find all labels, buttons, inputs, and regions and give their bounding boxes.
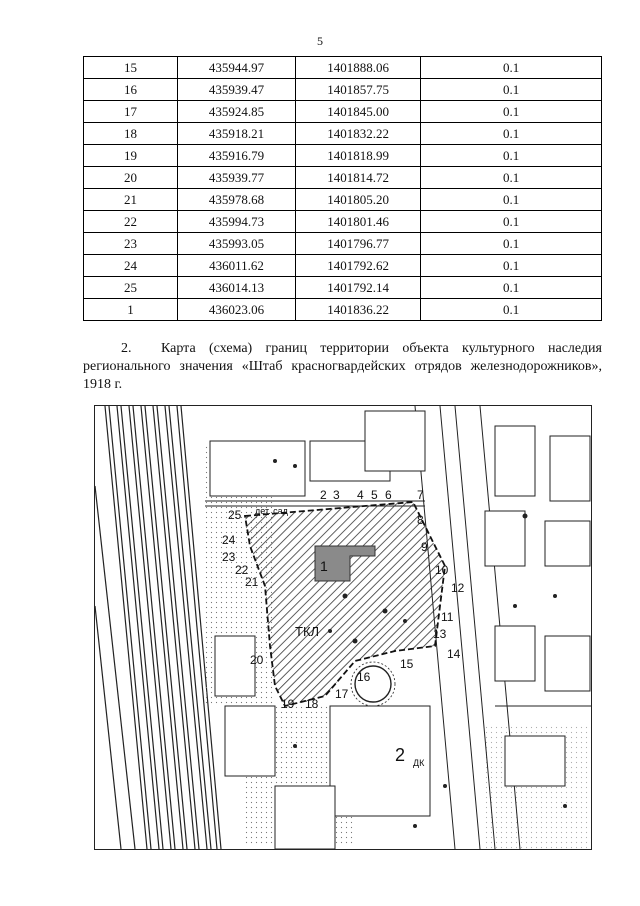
- point-label-9: 9: [421, 540, 428, 554]
- x-coordinate-cell: 435978.68: [177, 189, 295, 211]
- table-row: [84, 277, 602, 299]
- point-label-13: 13: [433, 627, 447, 641]
- x-coordinate-cell: 436011.62: [177, 255, 295, 277]
- point-number-cell: 15: [84, 57, 178, 79]
- table-row: [84, 167, 602, 189]
- table-row: [84, 79, 602, 101]
- point-number-cell: 23: [84, 233, 178, 255]
- y-coordinate-cell: 1401796.77: [296, 233, 421, 255]
- object-label: 1: [320, 558, 328, 574]
- point-label-19: 19: [281, 697, 295, 711]
- point-number-cell: 21: [84, 189, 178, 211]
- point-number-cell: 24: [84, 255, 178, 277]
- point-label-20: 20: [250, 653, 264, 667]
- table-row: [84, 211, 602, 233]
- point-label-10: 10: [435, 563, 449, 577]
- point-label-4: 4: [357, 488, 364, 502]
- building-sublabel: ДК: [413, 758, 425, 768]
- y-coordinate-cell: 1401857.75: [296, 79, 421, 101]
- point-number-cell: 16: [84, 79, 178, 101]
- table-row: [84, 189, 602, 211]
- accuracy-cell: 0.1: [421, 255, 602, 277]
- point-label-21: 21: [245, 575, 259, 589]
- point-label-23: 23: [222, 550, 236, 564]
- point-label-5: 5: [371, 488, 378, 502]
- y-coordinate-cell: 1401888.06: [296, 57, 421, 79]
- accuracy-cell: 0.1: [421, 189, 602, 211]
- territory-boundary-map: [94, 405, 592, 850]
- point-label-15: 15: [400, 657, 414, 671]
- coordinates-table: [83, 56, 602, 321]
- x-coordinate-cell: 435944.97: [177, 57, 295, 79]
- kindergarten-label: дет. сад: [255, 506, 288, 516]
- table-row: [84, 299, 602, 321]
- point-number-cell: 18: [84, 123, 178, 145]
- table-row: [84, 57, 602, 79]
- x-coordinate-cell: 435916.79: [177, 145, 295, 167]
- point-label-18: 18: [305, 697, 319, 711]
- building-label: 2: [395, 745, 406, 765]
- paragraph-text: Карта (схема) границ территории объекта культурного наследия регионального значения «Штаб красногвардейских отрядов железнодорожников», 1918 г.: [83, 341, 602, 392]
- accuracy-cell: 0.1: [421, 123, 602, 145]
- y-coordinate-cell: 1401792.14: [296, 277, 421, 299]
- y-coordinate-cell: 1401832.22: [296, 123, 421, 145]
- point-label-3: 3: [333, 488, 340, 502]
- point-label-7: 7: [417, 488, 424, 502]
- x-coordinate-cell: 435993.05: [177, 233, 295, 255]
- table-row: [84, 233, 602, 255]
- point-number-cell: 17: [84, 101, 178, 123]
- point-label-12: 12: [451, 581, 465, 595]
- x-coordinate-cell: 435994.73: [177, 211, 295, 233]
- point-label-16: 16: [357, 670, 371, 684]
- table-row: [84, 255, 602, 277]
- point-label-6: 6: [385, 488, 392, 502]
- x-coordinate-cell: 435939.47: [177, 79, 295, 101]
- railway-tracks: [95, 406, 221, 849]
- x-coordinate-cell: 435939.77: [177, 167, 295, 189]
- point-label-22: 22: [235, 563, 249, 577]
- accuracy-cell: 0.1: [421, 233, 602, 255]
- y-coordinate-cell: 1401805.20: [296, 189, 421, 211]
- accuracy-cell: 0.1: [421, 79, 602, 101]
- table-row: [84, 101, 602, 123]
- y-coordinate-cell: 1401814.72: [296, 167, 421, 189]
- x-coordinate-cell: 435918.21: [177, 123, 295, 145]
- point-label-17: 17: [335, 687, 349, 701]
- map-caption-paragraph: [83, 340, 602, 394]
- point-label-2: 2: [320, 488, 327, 502]
- point-label-25: 25: [228, 508, 242, 522]
- accuracy-cell: 0.1: [421, 101, 602, 123]
- point-label-11: 11: [441, 610, 454, 624]
- table-row: [84, 145, 602, 167]
- y-coordinate-cell: 1401792.62: [296, 255, 421, 277]
- point-number-cell: 1: [84, 299, 178, 321]
- x-coordinate-cell: 435924.85: [177, 101, 295, 123]
- accuracy-cell: 0.1: [421, 299, 602, 321]
- page-number: 5: [317, 34, 323, 48]
- y-coordinate-cell: 1401845.00: [296, 101, 421, 123]
- accuracy-cell: 0.1: [421, 211, 602, 233]
- accuracy-cell: 0.1: [421, 167, 602, 189]
- point-number-cell: 25: [84, 277, 178, 299]
- paragraph-number: 2.: [121, 341, 132, 356]
- point-label-24: 24: [222, 533, 236, 547]
- y-coordinate-cell: 1401836.22: [296, 299, 421, 321]
- point-label-14: 14: [447, 647, 461, 661]
- y-coordinate-cell: 1401801.46: [296, 211, 421, 233]
- point-number-cell: 20: [84, 167, 178, 189]
- territory-polygon: [245, 502, 445, 706]
- x-coordinate-cell: 436014.13: [177, 277, 295, 299]
- point-number-cell: 19: [84, 145, 178, 167]
- territory-label: ТКЛ: [295, 624, 320, 639]
- point-label-8: 8: [417, 513, 424, 527]
- y-coordinate-cell: 1401818.99: [296, 145, 421, 167]
- table-row: [84, 123, 602, 145]
- x-coordinate-cell: 436023.06: [177, 299, 295, 321]
- point-number-cell: 22: [84, 211, 178, 233]
- accuracy-cell: 0.1: [421, 277, 602, 299]
- accuracy-cell: 0.1: [421, 57, 602, 79]
- accuracy-cell: 0.1: [421, 145, 602, 167]
